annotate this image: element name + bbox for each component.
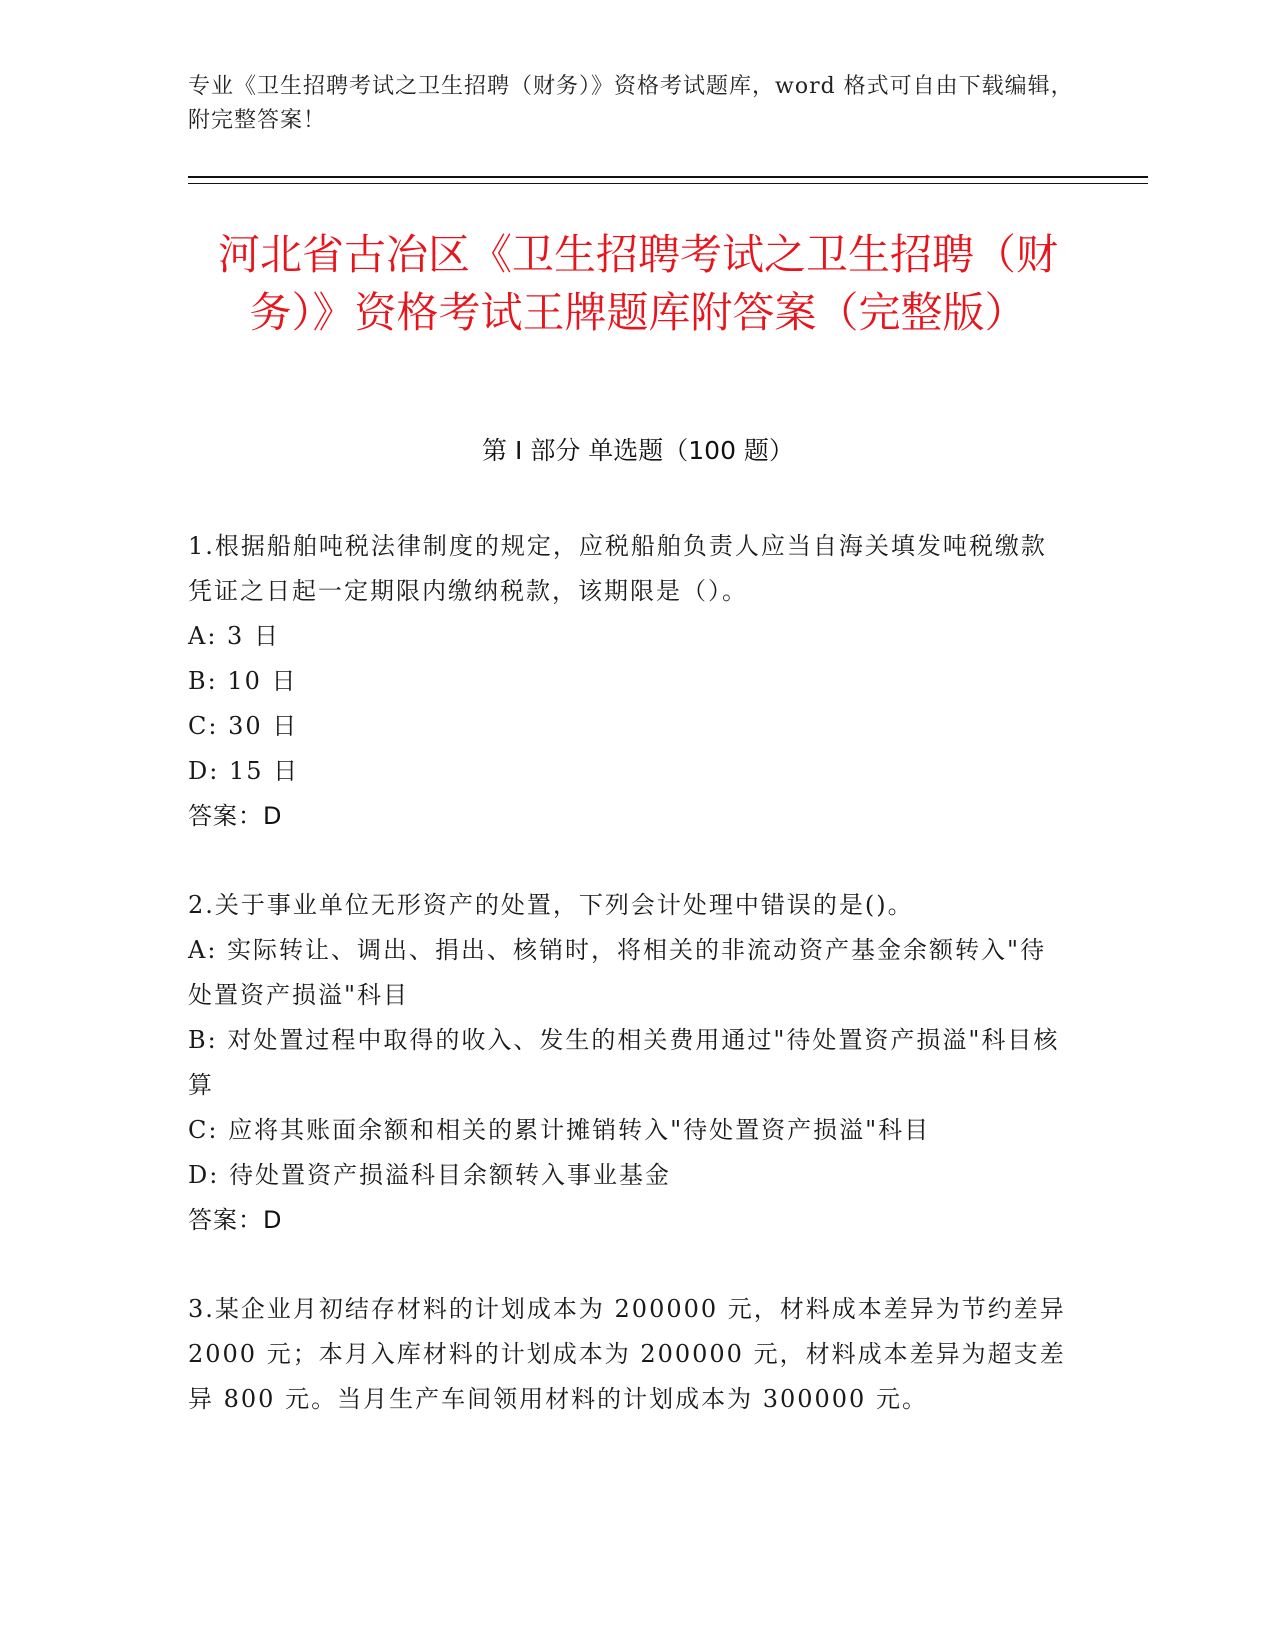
header-divider-thick bbox=[188, 176, 1148, 178]
option-d: D: 待处置资产损溢科目余额转入事业基金 bbox=[188, 1161, 671, 1189]
option-c: C: 30 日 bbox=[188, 712, 299, 740]
question-2 bbox=[188, 883, 1068, 1243]
header-note: 专业《卫生招聘考试之卫生招聘（财务）》资格考试题库，word 格式可自由下载编辑，附完整答案！ bbox=[188, 74, 1074, 133]
option-a: A: 实际转让、调出、捐出、核销时，将相关的非流动资产基金余额转入"待处置资产损溢"科目 bbox=[188, 936, 1047, 1009]
option-b: B: 10 日 bbox=[188, 667, 298, 695]
question-stem: 1.根据船舶吨税法律制度的规定，应税船舶负责人应当自海关填发吨税缴款凭证之日起一定期限内缴纳税款，该期限是（）。 bbox=[188, 532, 1047, 605]
question-list bbox=[188, 524, 1068, 1466]
question-stem: 3.某企业月初结存材料的计划成本为 200000 元，材料成本差异为节约差异 2000 元；本月入库材料的计划成本为 200000 元，材料成本差异为超支差异 800 元。当月生产车间领用材料的计划成本为 300000 元。 bbox=[188, 1295, 1066, 1413]
header-divider-thin bbox=[188, 183, 1148, 184]
question-1 bbox=[188, 524, 1068, 839]
section-heading: 第 I 部分 单选题（100 题） bbox=[482, 436, 794, 465]
question-stem: 2.关于事业单位无形资产的处置，下列会计处理中错误的是()。 bbox=[188, 891, 914, 919]
option-c: C: 应将其账面余额和相关的累计摊销转入"待处置资产损溢"科目 bbox=[188, 1116, 931, 1144]
question-3 bbox=[188, 1287, 1068, 1422]
document-title: 河北省古冶区《卫生招聘考试之卫生招聘（财务）》资格考试王牌题库附答案（完整版） bbox=[217, 230, 1058, 337]
option-d: D: 15 日 bbox=[188, 757, 300, 785]
option-b: B: 对处置过程中取得的收入、发生的相关费用通过"待处置资产损溢"科目核算 bbox=[188, 1026, 1060, 1099]
answer: 答案：D bbox=[188, 1206, 283, 1234]
option-a: A: 3 日 bbox=[188, 622, 280, 650]
answer: 答案：D bbox=[188, 802, 283, 830]
